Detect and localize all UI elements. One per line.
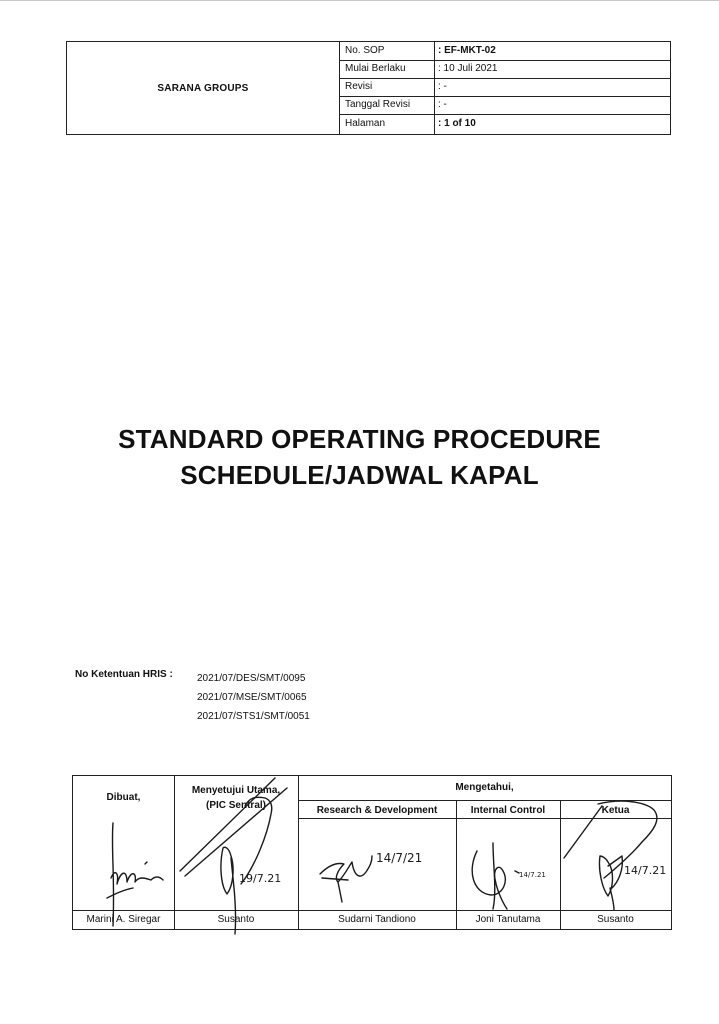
signature-date: 14/7/21 xyxy=(376,851,423,865)
document-title xyxy=(0,421,719,493)
approval-table xyxy=(72,775,672,930)
meta-label: Revisi xyxy=(345,81,373,92)
meta-value: : - xyxy=(438,99,447,110)
meta-label: Tanggal Revisi xyxy=(345,99,411,110)
signer-name-menyetujui: Susanto xyxy=(217,914,255,925)
svg-text:14/7.21: 14/7.21 xyxy=(519,871,546,879)
hris-code: 2021/07/MSE/SMT/0065 xyxy=(197,692,307,703)
signature-menyetujui xyxy=(175,776,299,936)
hris-label: No Ketentuan HRIS : xyxy=(75,669,173,680)
document-meta xyxy=(339,42,671,134)
menyetujui-header: Menyetujui Utama, xyxy=(191,785,281,796)
meta-row-tanggal-revisi xyxy=(340,96,671,115)
menyetujui-role: (PIC Sentral) xyxy=(205,800,266,811)
hris-code: 2021/07/DES/SMT/0095 xyxy=(197,673,306,684)
meta-row-revisi xyxy=(340,78,671,97)
mengetahui-header: Mengetahui, xyxy=(455,782,514,793)
signer-name-dibuat: Marini A. Siregar xyxy=(86,914,161,925)
signature-rnd xyxy=(308,826,448,906)
page-top-edge xyxy=(0,0,719,1)
meta-label: Mulai Berlaku xyxy=(345,63,406,74)
internal-control-header: Internal Control xyxy=(470,805,546,816)
dibuat-header: Dibuat, xyxy=(106,792,141,803)
signature-internal-control xyxy=(463,831,558,911)
signer-name-internal-control: Joni Tanutama xyxy=(475,914,541,925)
signature-dibuat xyxy=(93,818,173,928)
hris-code: 2021/07/STS1/SMT/0051 xyxy=(197,711,310,722)
signer-name-rnd: Sudarni Tandiono xyxy=(338,914,416,925)
signature-date: 14/7.21 xyxy=(624,864,667,877)
company-name: SARANA GROUPS xyxy=(157,82,249,94)
title-line-2: SCHEDULE/JADWAL KAPAL xyxy=(180,460,539,490)
rnd-header: Research & Development xyxy=(316,805,438,816)
meta-row-halaman xyxy=(340,115,671,133)
meta-row-sop xyxy=(340,42,671,61)
meta-value: : EF-MKT-02 xyxy=(438,45,496,56)
document-header-table xyxy=(66,41,671,135)
meta-label: Halaman xyxy=(345,118,386,129)
hris-codes xyxy=(197,669,310,726)
meta-label: No. SOP xyxy=(345,45,385,56)
meta-value: : 1 of 10 xyxy=(438,118,476,129)
meta-value: : 10 Juli 2021 xyxy=(438,63,498,74)
ketua-header: Ketua xyxy=(601,805,630,816)
meta-value: : - xyxy=(438,81,447,92)
meta-row-mulai-berlaku xyxy=(340,60,671,79)
signature-ketua xyxy=(562,796,672,910)
signature-date: 19/7.21 xyxy=(239,872,282,885)
title-line-1: STANDARD OPERATING PROCEDURE xyxy=(118,424,601,454)
signer-name-ketua: Susanto xyxy=(597,914,634,925)
